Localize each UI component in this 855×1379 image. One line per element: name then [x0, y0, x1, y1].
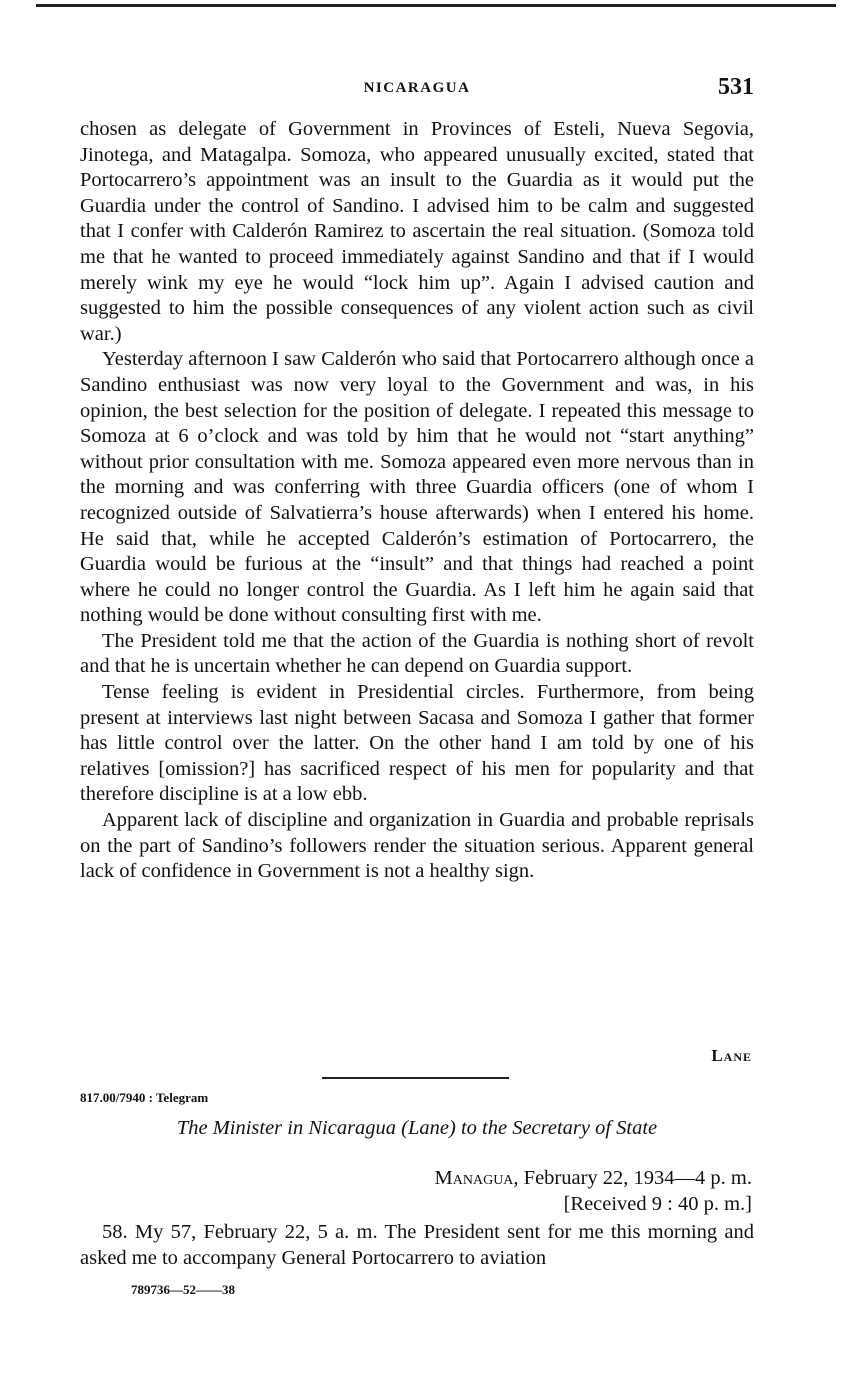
section-divider: [322, 1077, 509, 1079]
paragraph: 58. My 57, February 22, 5 a. m. The President sent for me this morning and asked me to accompany General Portocarrero to aviation: [80, 1221, 754, 1269]
paragraph: Yesterday afternoon I saw Calderón who said that Portocarrero although once a Sandino enthusiast was now very loyal to the Government and was, in his opinion, the best selection for the position of delegate. I repeated this message to Somoza at 6 o’clock and was told by him that he would not “start anything” without prior consultation with me. Somoza appeared even more nervous than in the morning and was conferring with three Guardia officers (one of whom I recognized outside of Salvatierra’s house afterwards) when I entered his home. He said that, while he accepted Calderón’s estimation of Portocarrero, the Guardia would be furious at the “insult” and that things had reached a point where he could no longer control the Guardia. As I left him he again said that nothing would be done without consulting first with me.: [80, 348, 754, 627]
dateline: [435, 1166, 752, 1217]
file-reference: 817.00/7940 : Telegram: [80, 1090, 209, 1105]
body-text: [80, 117, 754, 885]
document-title: The Minister in Nicaragua (Lane) to the Secretary of State: [176, 1117, 658, 1139]
dateline-sent: [435, 1166, 752, 1192]
signature: Lane: [711, 1046, 752, 1065]
print-code: 789736—52——38: [131, 1282, 235, 1297]
telegram-body: [80, 1220, 754, 1271]
paragraph: Tense feeling is evident in Presidential circles. Furthermore, from being present at interviews last night between Sacasa and Somoza I gather that former has little control over the latter. On the other hand I am told by one of his relatives [omission?] has sacrificed respect of his men for popularity and that therefore discipline is at a low ebb.: [80, 681, 754, 806]
dateline-date: , February 22, 1934—4 p. m.: [513, 1167, 752, 1189]
dateline-received: [Received 9 : 40 p. m.]: [563, 1192, 752, 1215]
page-number: 531: [718, 74, 754, 100]
paragraph: chosen as delegate of Government in Provinces of Esteli, Nueva Segovia, Jinotega, and Matagalpa. Somoza, who appeared unusually excited, stated that Portocarrero’s appointment was an insult to the Guardia as it would put the Guardia under the control of Sandino. I advised him to be calm and suggested that I confer with Calderón Ramirez to ascertain the real situation. (Somoza told me that he wanted to proceed immediately against Sandino and that if I would merely wink my eye he would “lock him up”. Again I advised caution and suggested to him the possible consequences of any violent action such as civil war.): [80, 118, 754, 345]
dateline-place: Managua: [434, 1167, 514, 1189]
paragraph: The President told me that the action of the Guardia is nothing short of revolt and that he is uncertain whether he can depend on Guardia support.: [80, 629, 754, 678]
running-head: [80, 74, 754, 104]
running-title: NICARAGUA: [363, 80, 471, 96]
paragraph: Apparent lack of discipline and organization in Guardia and probable reprisals on the part of Sandino’s followers render the situation serious. Apparent general lack of confidence in Government is not a healthy sign.: [80, 809, 754, 883]
top-rule: [36, 4, 836, 7]
